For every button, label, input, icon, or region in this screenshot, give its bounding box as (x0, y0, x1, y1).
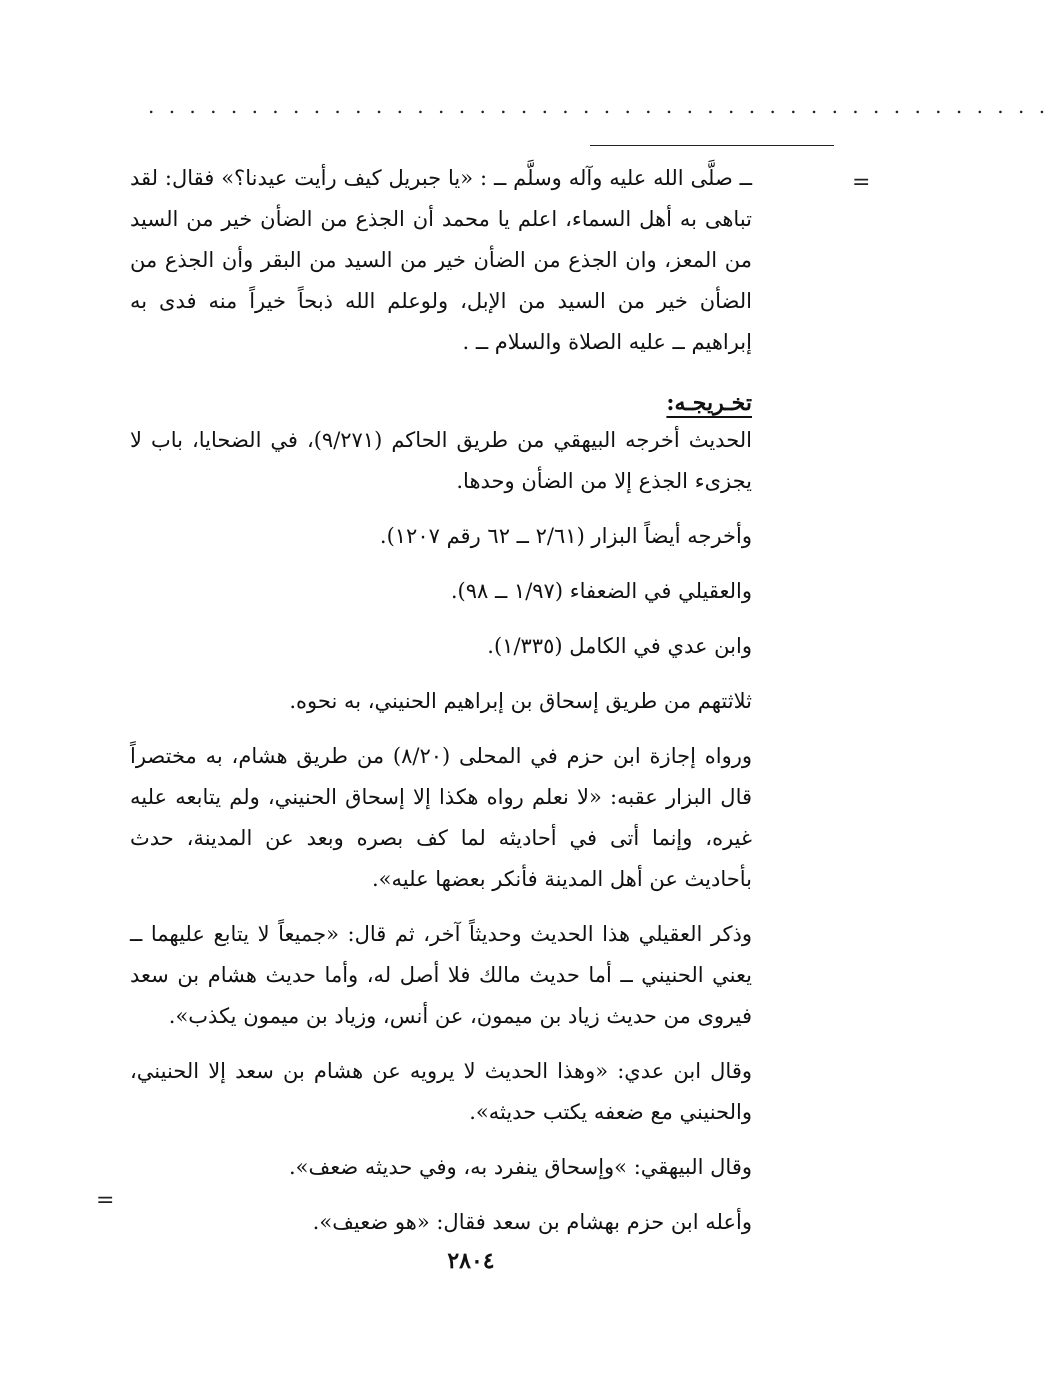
takhrij-heading: تخـريجـه: (666, 390, 752, 416)
paragraph-7: وذكر العقيلي هذا الحديث وحديثاً آخر، ثم قال: «جميعاً لا يتابع عليهما ــ يعني الحنيني ــ أما حديث مالك فلا أصل له، وأما حديث هشام بن سعد فيروى من حديث زياد بن ميمون، عن أنس، وزياد بن ميمون يكذب». (130, 922, 752, 1028)
paragraph-3: والعقيلي في الضعفاء (١/٩٧ ــ ٩٨). (450, 579, 752, 603)
paragraph-2: وأخرجه أيضاً البزار (٢/٦١ ــ ٦٢ رقم ١٢٠٧). (379, 524, 752, 548)
paragraph-6: ورواه إجازة ابن حزم في المحلى (٨/٢٠) من طريق هشام، به مختصراً قال البزار عقبه: «لا نعلم رواه هكذا إلا إسحاق الحنيني، ولم يتابعه عليه غيره، وإنما أتى في أحاديثه لما كف بصره وبعد عن المدينة، حدث بأحاديث عن أهل المدينة فأنكر بعضها عليه». (130, 744, 752, 891)
paragraph-9: وقال البيهقي: »وإسحاق ينفرد به، وفي حديثه ضعف». (289, 1155, 752, 1179)
continuation-mark-top: = (852, 170, 871, 195)
page-number: ٢٨٠٤ (447, 1248, 495, 1274)
separator-dots: . . . . . . . . . . . . . . . . . . . . . . . . . . . . . . . . . . . . . . . . . . . . (148, 94, 1049, 118)
continuation-mark-bottom: = (96, 1188, 115, 1213)
footnote-rule (590, 145, 834, 146)
paragraph-5: ثلاثتهم من طريق إسحاق بن إبراهيم الحنيني، به نحوه. (289, 689, 752, 713)
hadith-text-block (130, 158, 752, 377)
paragraph-1: الحديث أخرجه البيهقي من طريق الحاكم (٩/٢٧١)، في الضحايا، باب لا يجزىء الجذع إلا من الضأن وحدها. (130, 428, 752, 493)
paragraph-8: وقال ابن عدي: «وهذا الحديث لا يرويه عن هشام بن سعد إلا الحنيني، والحنيني مع ضعفه يكتب حديثه». (130, 1059, 752, 1124)
hadith-text: ــ صلَّى الله عليه وآله وسلَّم ــ : «يا جبريل كيف رأيت عيدنا؟» فقال: لقد تباهى به أهل السماء، اعلم يا محمد أن الجذع من الضأن خير من السيد من المعز، وان الجذع من الضأن خير من السيد من البقر وأن الجذع من الضأن خير من السيد من الإبل، ولوعلم الله ذبحاً خيراً منه فدى به إبراهيم ــ عليه الصلاة والسلام ــ . (130, 166, 752, 354)
takhrij-section (130, 386, 752, 1257)
paragraph-4: وابن عدي في الكامل (١/٣٣٥). (487, 634, 752, 658)
paragraph-10: وأعله ابن حزم بهشام بن سعد فقال: «هو ضعيف». (312, 1210, 752, 1234)
